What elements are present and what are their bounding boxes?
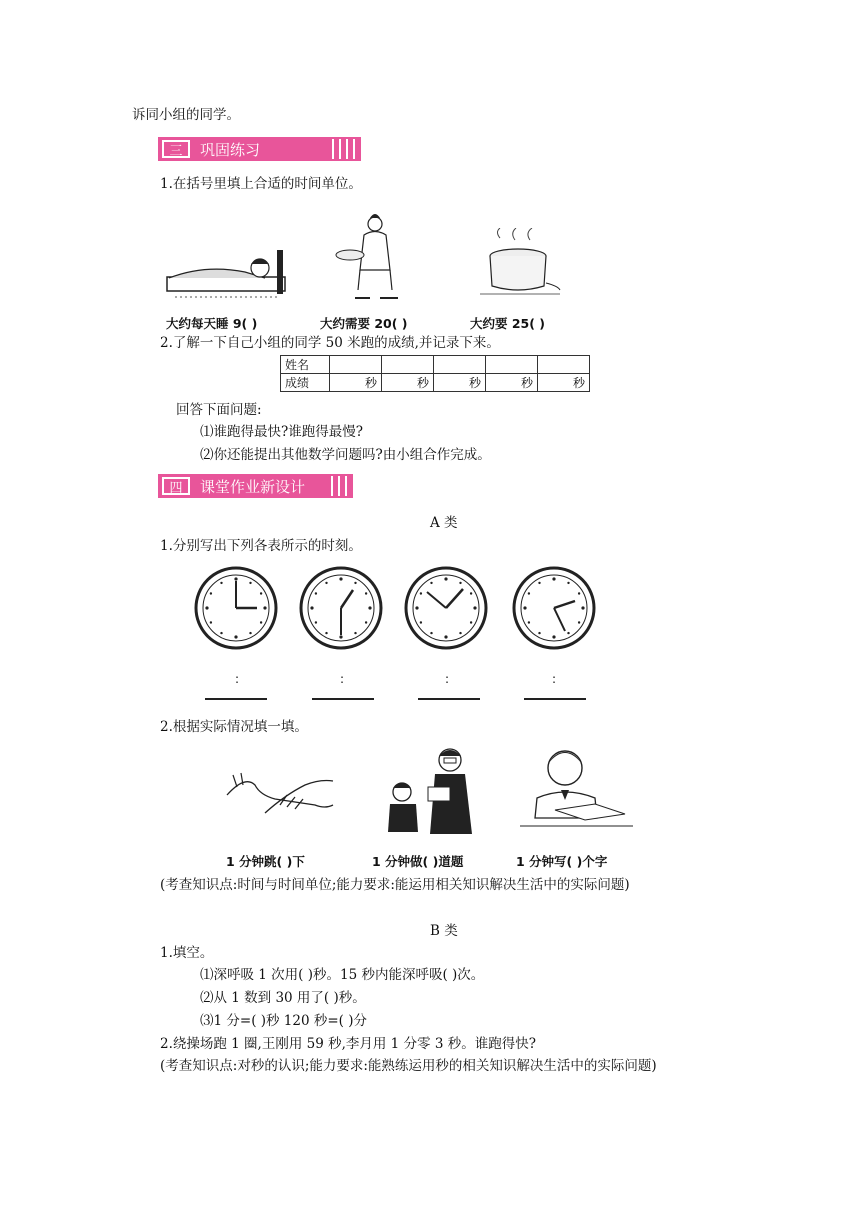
woman-cooking-illustration [330,210,410,305]
answer-blank[interactable] [312,698,374,700]
score-cell[interactable]: 秒 [434,374,486,392]
class-a-note: (考查知识点:时间与时间单位;能力要求:能运用相关知识解决生活中的实际问题) [160,877,630,893]
section-number: 三 [162,140,190,158]
score-cell[interactable]: 秒 [538,374,590,392]
time-colon: : [235,672,240,686]
score-cell[interactable]: 秒 [486,374,538,392]
question-b1: 1.填空。 [160,945,214,961]
banner-decoration [332,139,355,159]
class-b-heading: B 类 [430,923,458,939]
name-cell[interactable] [330,356,382,374]
sub-question-2: ⑵你还能提出其他数学问题吗?由小组合作完成。 [200,447,491,463]
b1-item-1: ⑴深呼吸 1 次用( )秒。15 秒内能深呼吸( )次。 [200,967,485,983]
clock-face-2 [298,565,384,651]
clock-face-3 [403,565,489,651]
time-colon: : [552,672,557,686]
clock-face-1 [193,565,279,651]
caption-sleep: 大约每天睡 9( ) [166,316,258,331]
pulse-hands-illustration [225,765,335,825]
caption-cook: 大约需要 20( ) [320,316,408,331]
class-b-note: (考查知识点:对秒的认识;能力要求:能熟练运用秒的相关知识解决生活中的实际问题) [160,1058,657,1074]
name-cell[interactable] [382,356,434,374]
row-label-score: 成绩 [281,374,330,392]
name-cell[interactable] [486,356,538,374]
question-2: 2.了解一下自己小组的同学 50 米跑的成绩,并记录下来。 [160,335,500,351]
section-title: 课堂作业新设计 [200,477,306,496]
section-banner-3 [158,137,361,161]
section-title: 巩固练习 [200,140,261,159]
row-label-name: 姓名 [281,356,330,374]
time-colon: : [340,672,345,686]
sub-question-1: ⑴谁跑得最快?谁跑得最慢? [200,424,363,440]
time-colon: : [445,672,450,686]
answer-blank[interactable] [205,698,267,700]
class-a-heading: A 类 [430,515,458,531]
question-1: 1.在括号里填上合适的时间单位。 [160,176,362,192]
section-number: 四 [162,477,190,495]
score-table [280,355,590,392]
name-cell[interactable] [434,356,486,374]
question-a2: 2.根据实际情况填一填。 [160,719,308,735]
score-cell[interactable]: 秒 [382,374,434,392]
caption-rice: 大约要 25( ) [470,316,546,331]
question-b2: 2.绕操场跑 1 圈,王刚用 59 秒,李月用 1 分零 3 秒。谁跑得快? [160,1036,536,1052]
caption-problems: 1 分钟做( )道题 [372,854,464,869]
answer-blank[interactable] [418,698,480,700]
question-a1: 1.分别写出下列各表所示的时刻。 [160,538,362,554]
caption-writing: 1 分钟写( )个字 [516,854,608,869]
teacher-student-illustration [380,742,480,837]
boy-writing-illustration [515,738,635,838]
b1-item-3: ⑶1 分=( )秒 120 秒=( )分 [200,1013,368,1029]
score-cell[interactable]: 秒 [330,374,382,392]
section-banner-4 [158,474,353,498]
table-row [281,356,590,374]
rice-cooker-illustration [480,228,565,300]
name-cell[interactable] [538,356,590,374]
answer-blank[interactable] [524,698,586,700]
intro-tail: 诉同小组的同学。 [132,107,240,123]
b1-item-2: ⑵从 1 数到 30 用了( )秒。 [200,990,366,1006]
table-row [281,374,590,392]
banner-decoration [331,476,347,496]
caption-jump: 1 分钟跳( )下 [226,854,305,869]
clock-face-4 [511,565,597,651]
sleeping-child-illustration [165,242,290,304]
answer-prompt: 回答下面问题: [176,402,262,418]
